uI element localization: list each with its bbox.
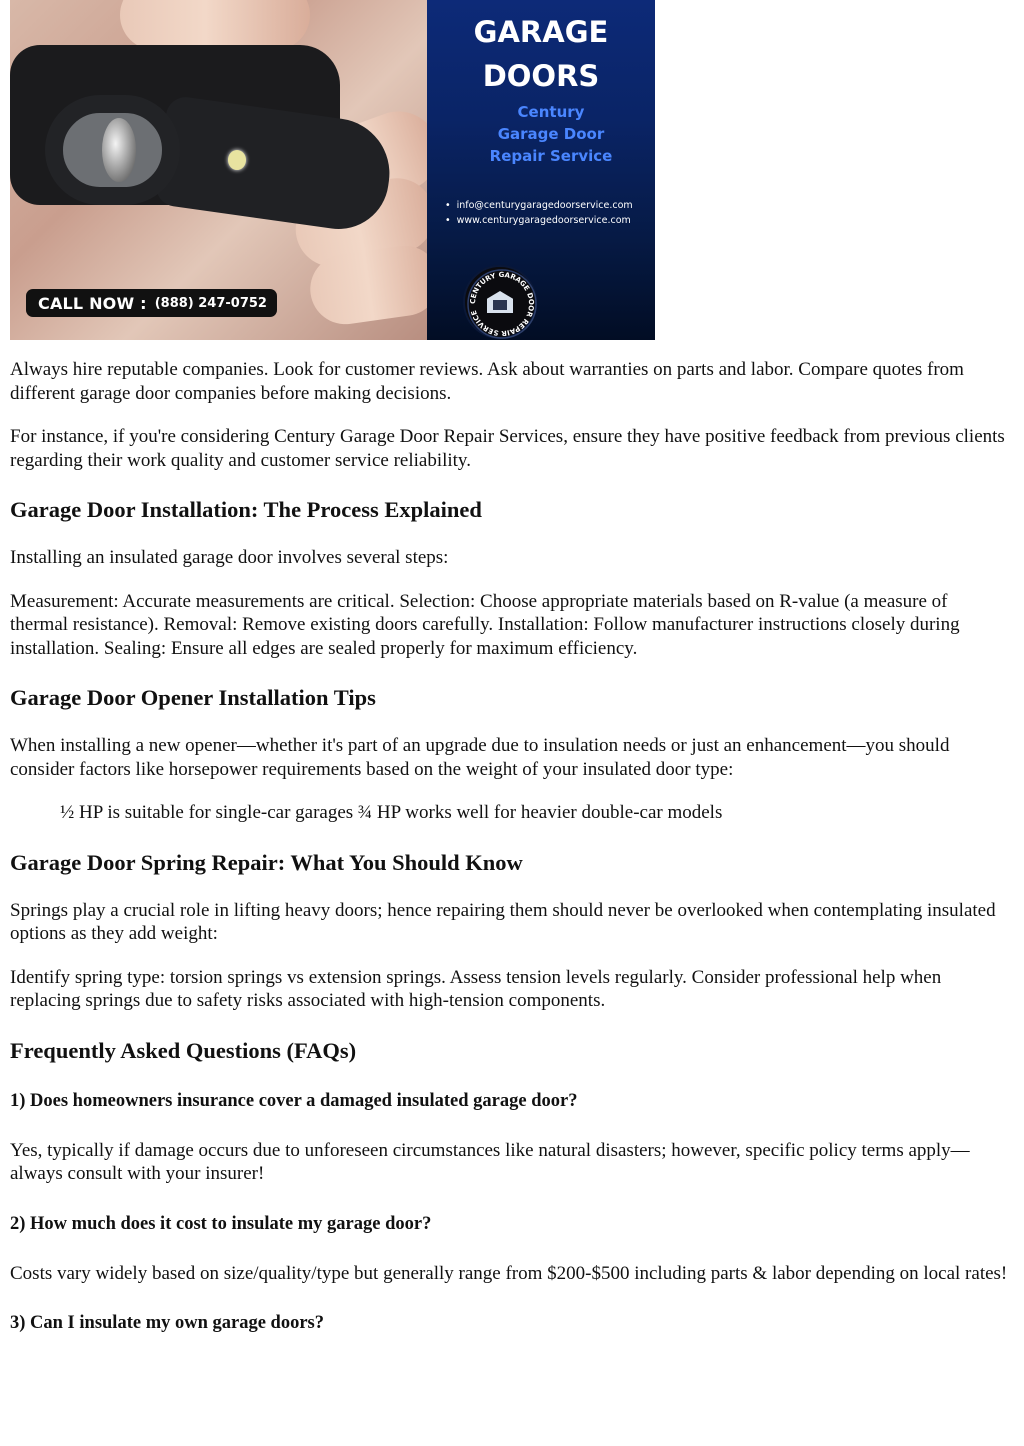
faq-answer: Costs vary widely based on size/quality/type but generally range from $200-$500 including parts & labor depending on local rates!	[10, 1262, 1008, 1284]
article-body	[10, 358, 1010, 1335]
paragraph: Springs play a crucial role in lifting heavy doors; hence repairing them should never be overlooked when contemplating insulated options as they add weight:	[10, 899, 996, 944]
banner-title: GARAGE DOORS	[473, 15, 609, 93]
hinge-photo	[10, 0, 427, 340]
faq-question: 1) Does homeowners insurance cover a damaged insulated garage door?	[10, 1090, 578, 1111]
section-heading: Frequently Asked Questions (FAQs)	[10, 1037, 357, 1063]
paragraph: For instance, if you're considering Century Garage Door Repair Services, ensure they have positive feedback from previous clients regarding their work quality and customer service reliability.	[10, 426, 1005, 471]
banner-info-panel	[427, 0, 655, 340]
company-seal-logo	[463, 265, 537, 339]
indented-paragraph: ½ HP is suitable for single-car garages ¾ HP works well for heavier double-car models	[60, 802, 723, 823]
bolt-icon	[102, 118, 136, 182]
section-heading: Garage Door Installation: The Process Explained	[10, 497, 482, 522]
paragraph: Identify spring type: torsion springs vs extension springs. Assess tension levels regularly. Consider professional help when replacing springs due to safety risks associated with high-tension components.	[10, 966, 942, 1011]
faq-question: 2) How much does it cost to insulate my garage door?	[10, 1213, 432, 1234]
banner-contact-list	[445, 198, 633, 228]
paragraph: Installing an insulated garage door involves several steps:	[10, 547, 449, 568]
call-now-label: CALL NOW :	[38, 293, 147, 313]
faq-answer: Yes, typically if damage occurs due to unforeseen circumstances like natural disasters; however, specific policy terms apply—always consult with your insurer!	[10, 1139, 970, 1184]
section-heading: Garage Door Opener Installation Tips	[10, 685, 376, 710]
paragraph: When installing a new opener—whether it's part of an upgrade due to insulation needs or just an enhancement—you should consider factors like horsepower requirements based on the weight of your insulated door type:	[10, 735, 950, 780]
section-heading: Garage Door Spring Repair: What You Should Know	[10, 849, 523, 875]
phone-number[interactable]: (888) 247-0752	[154, 295, 267, 311]
hero-banner-image	[10, 0, 655, 340]
paragraph: Measurement: Accurate measurements are critical. Selection: Choose appropriate materials based on R-value (a measure of thermal resistance). Removal: Remove existing doors carefully. Installation: Follow manufacturer instructions closely during installation. Sealing: Ensure all edges are sealed properly for maximum efficiency.	[10, 590, 960, 659]
call-now-badge[interactable]	[26, 289, 277, 317]
banner-website[interactable]: • www.centurygaragedoorservice.com	[445, 213, 633, 228]
banner-email[interactable]: • info@centurygaragedoorservice.com	[445, 198, 633, 213]
svg-text:CENTURY GARAGE DOOR REPAIR SER: CENTURY GARAGE DOOR REPAIR SERVICE	[468, 270, 536, 338]
banner-company-name: Century Garage Door Repair Service	[489, 103, 613, 165]
faq-question: 3) Can I insulate my own garage doors?	[10, 1313, 324, 1333]
paragraph: Always hire reputable companies. Look for customer reviews. Ask about warranties on parts and labor. Compare quotes from different garage door companies before making decisions.	[10, 359, 964, 404]
